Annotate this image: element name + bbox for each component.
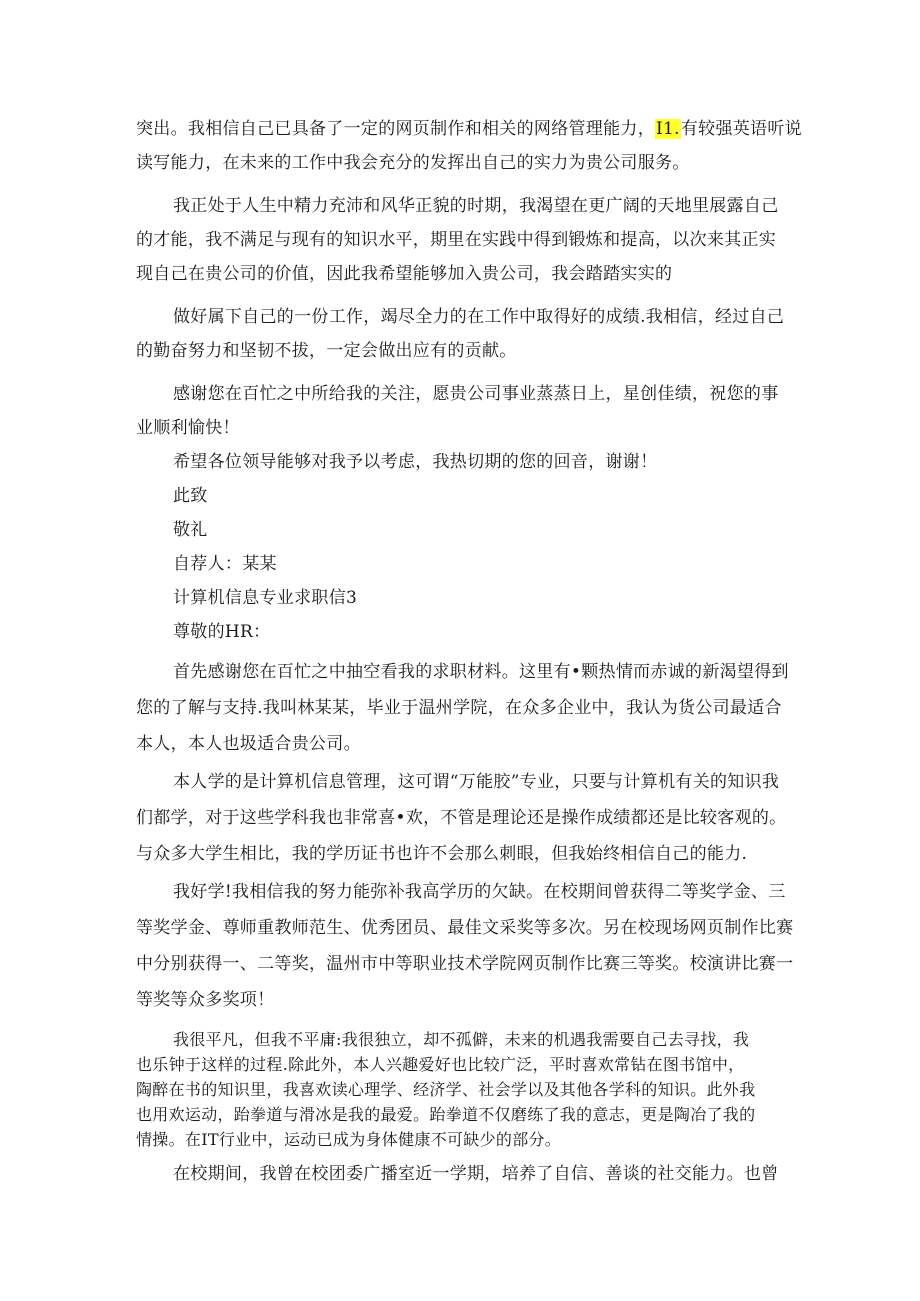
text-line: 希望各位领导能够对我予以考虑，我热切期的您的回音，谢谢！ [173, 452, 658, 472]
text-line: 做好属下自己的一份工作，竭尽全力的在工作中取得好的成绩.我相信，经过自己 [173, 307, 785, 327]
text-line: 的勤奋努力和坚韧不拔，一定会做出应有的贡献。 [136, 341, 517, 361]
text-line: 敬礼 [173, 520, 208, 540]
highlighted-text: I1. [656, 119, 680, 139]
text-line: 们都学，对于这些学科我也非常喜•欢，不管是理论还是操作成绩都还是比较客观的。 [136, 808, 787, 828]
text-line: 也乐钟于这样的过程.除此外，本人兴趣爱好也比较广泛，平时喜欢常钻在图书馆中， [136, 1055, 745, 1074]
text-line: 此致 [173, 486, 208, 506]
text-line [136, 118, 802, 140]
text-line: 读写能力，在未来的工作中我会充分的发挥出自己的实力为贵公司服务。 [136, 153, 690, 173]
text-line: 计算机信息专业求职信3 [173, 588, 358, 608]
text-line: 我很平凡，但我不平庸:我很独立，却不孤僻，未来的机遇我需要自己去寻找，我 [173, 1030, 750, 1049]
text-line: 业顺利愉快！ [136, 418, 240, 438]
text-line: 情操。在IT行业中，运动已成为身体健康不可缺少的部分。 [136, 1130, 562, 1149]
text-line: 我好学!我相信我的努力能弥补我高学历的欠缺。在校期间曾获得二等奖学金、三 [173, 882, 786, 902]
text-line: 您的了解与支持.我叫林某某，毕业于温州学院，在众多企业中，我认为货公司最适合 [136, 698, 782, 718]
text-line: 中分别获得一、二等奖，温州市中等职业技术学院网页制作比赛三等奖。校演讲比赛一 [136, 954, 794, 974]
text-line: 自荐人：某某 [173, 554, 277, 574]
text-line: 感谢您在百忙之中所给我的关注，愿贵公司事业蒸蒸日上，星创佳绩，祝您的事 [173, 384, 779, 404]
text-line: 本人学的是计算机信息管理，这可谓“万能胶”专业，只要与计算机有关的知识我 [173, 772, 780, 792]
text-segment: 突出。我相信自己已具备了一定的网页制作和相关的网络管理能力， [136, 119, 655, 139]
text-line: 首先感谢您在百忙之中抽空看我的求职材料。这里有•颗热情而赤诚的新渴望得到 [173, 662, 789, 682]
text-segment: 有较强英语听说 [680, 119, 802, 139]
text-line: 等奖学金、尊师重教师范生、优秀团员、最佳文采奖等多次。另在校现场网页制作比赛 [136, 918, 794, 938]
text-line: 我正处于人生中精力充沛和风华正貌的时期，我渴望在更广阔的天地里展露自己 [173, 196, 779, 216]
text-line: 的才能，我不满足与现有的知识水平，期里在实践中得到锻炼和提高，以次来其正实 [136, 230, 777, 250]
text-line: 尊敬的HR： [173, 622, 271, 642]
text-line: 现自己在贵公司的价值，因此我希望能够加入贵公司，我会踏踏实实的 [136, 264, 673, 284]
text-line: 与众多大学生相比，我的学历证书也许不会那么刺眼，但我始终相信自己的能力. [136, 844, 748, 864]
text-line: 陶醉在书的知识里，我喜欢读心理学、经济学、社会学以及其他各学科的知识。此外我 [136, 1080, 756, 1099]
text-line: 本人，本人也圾适合贵公司。 [136, 734, 361, 754]
text-line: 在校期间，我曾在校团委广播室近一学期，培养了自信、善谈的社交能力。也曾 [173, 1164, 779, 1184]
text-line: 也用欢运动，跆拳道与滑冰是我的最爱。跆拳道不仅磨练了我的意志，更是陶冶了我的 [136, 1105, 756, 1124]
text-line: 等奖等众多奖项！ [136, 990, 275, 1010]
